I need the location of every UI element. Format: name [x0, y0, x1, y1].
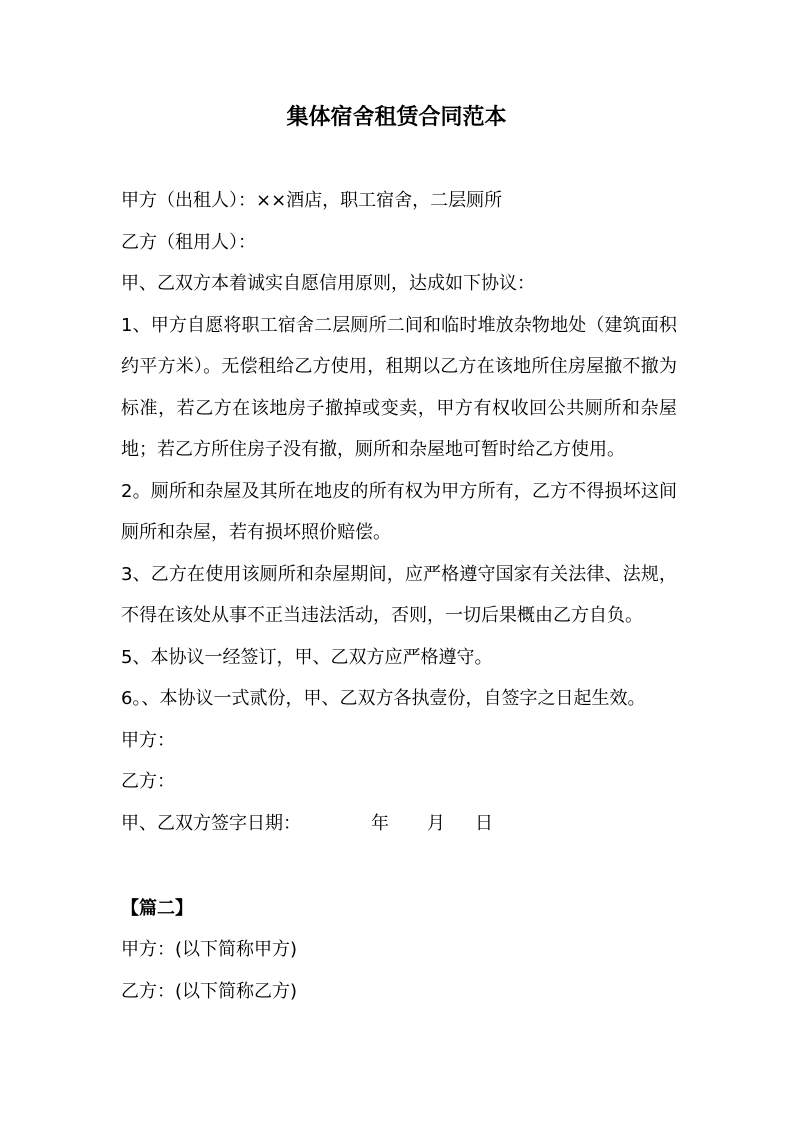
clause-5: 5、本协议一经签订，甲、乙双方应严格遵守。	[121, 646, 493, 668]
section-2-body	[121, 929, 677, 1012]
section-2-party-a: 甲方：(以下简称甲方)	[121, 939, 298, 960]
party-b-signature: 乙方：	[121, 771, 175, 792]
section-2-party-b: 乙方：(以下简称乙方)	[121, 980, 298, 1002]
party-a-signature: 甲方：	[121, 729, 175, 751]
clause-3: 3、乙方在使用该厕所和杂屋期间，应严格遵守国家有关法律、法规，不得在该处从事不正当违法活动，否则，一切后果概由乙方自负。	[121, 563, 677, 626]
section-2-header: 【篇二】	[121, 898, 193, 919]
clause-2: 2。厕所和杂屋及其所在地皮的所有权为甲方所有，乙方不得损坏这间厕所和杂屋，若有损坏照价赔偿。	[121, 480, 677, 543]
sign-date-label: 甲、乙双方签字日期：	[121, 812, 301, 834]
document-body	[121, 180, 677, 844]
clause-6: 6。、本协议一式贰份，甲、乙双方各执壹份，自签字之日起生效。	[121, 688, 646, 709]
document-title: 集体宿舍租赁合同范本	[286, 105, 507, 130]
sign-date-month: 月	[427, 812, 445, 834]
clause-1: 1、甲方自愿将职工宿舍二层厕所二间和临时堆放杂物地处（建筑面积约平方米）。无偿租给乙方使用，租期以乙方在该地所住房屋撤不撤为标准，若乙方在该地房子撤掉或变卖，甲方有权收回公共厕所和杂屋地；若乙方所住房子没有撤，厕所和杂屋地可暂时给乙方使用。	[121, 314, 677, 460]
agreement-intro: 甲、乙双方本着诚实自愿信用原则，达成如下协议：	[121, 273, 535, 294]
party-b-line: 乙方（租用人）：	[121, 231, 256, 253]
party-a-line: 甲方（出租人）：××酒店，职工宿舍，二层厕所	[121, 190, 503, 211]
sign-date-day: 日	[475, 812, 493, 834]
sign-date-line	[121, 803, 677, 845]
sign-date-year: 年	[371, 812, 389, 834]
